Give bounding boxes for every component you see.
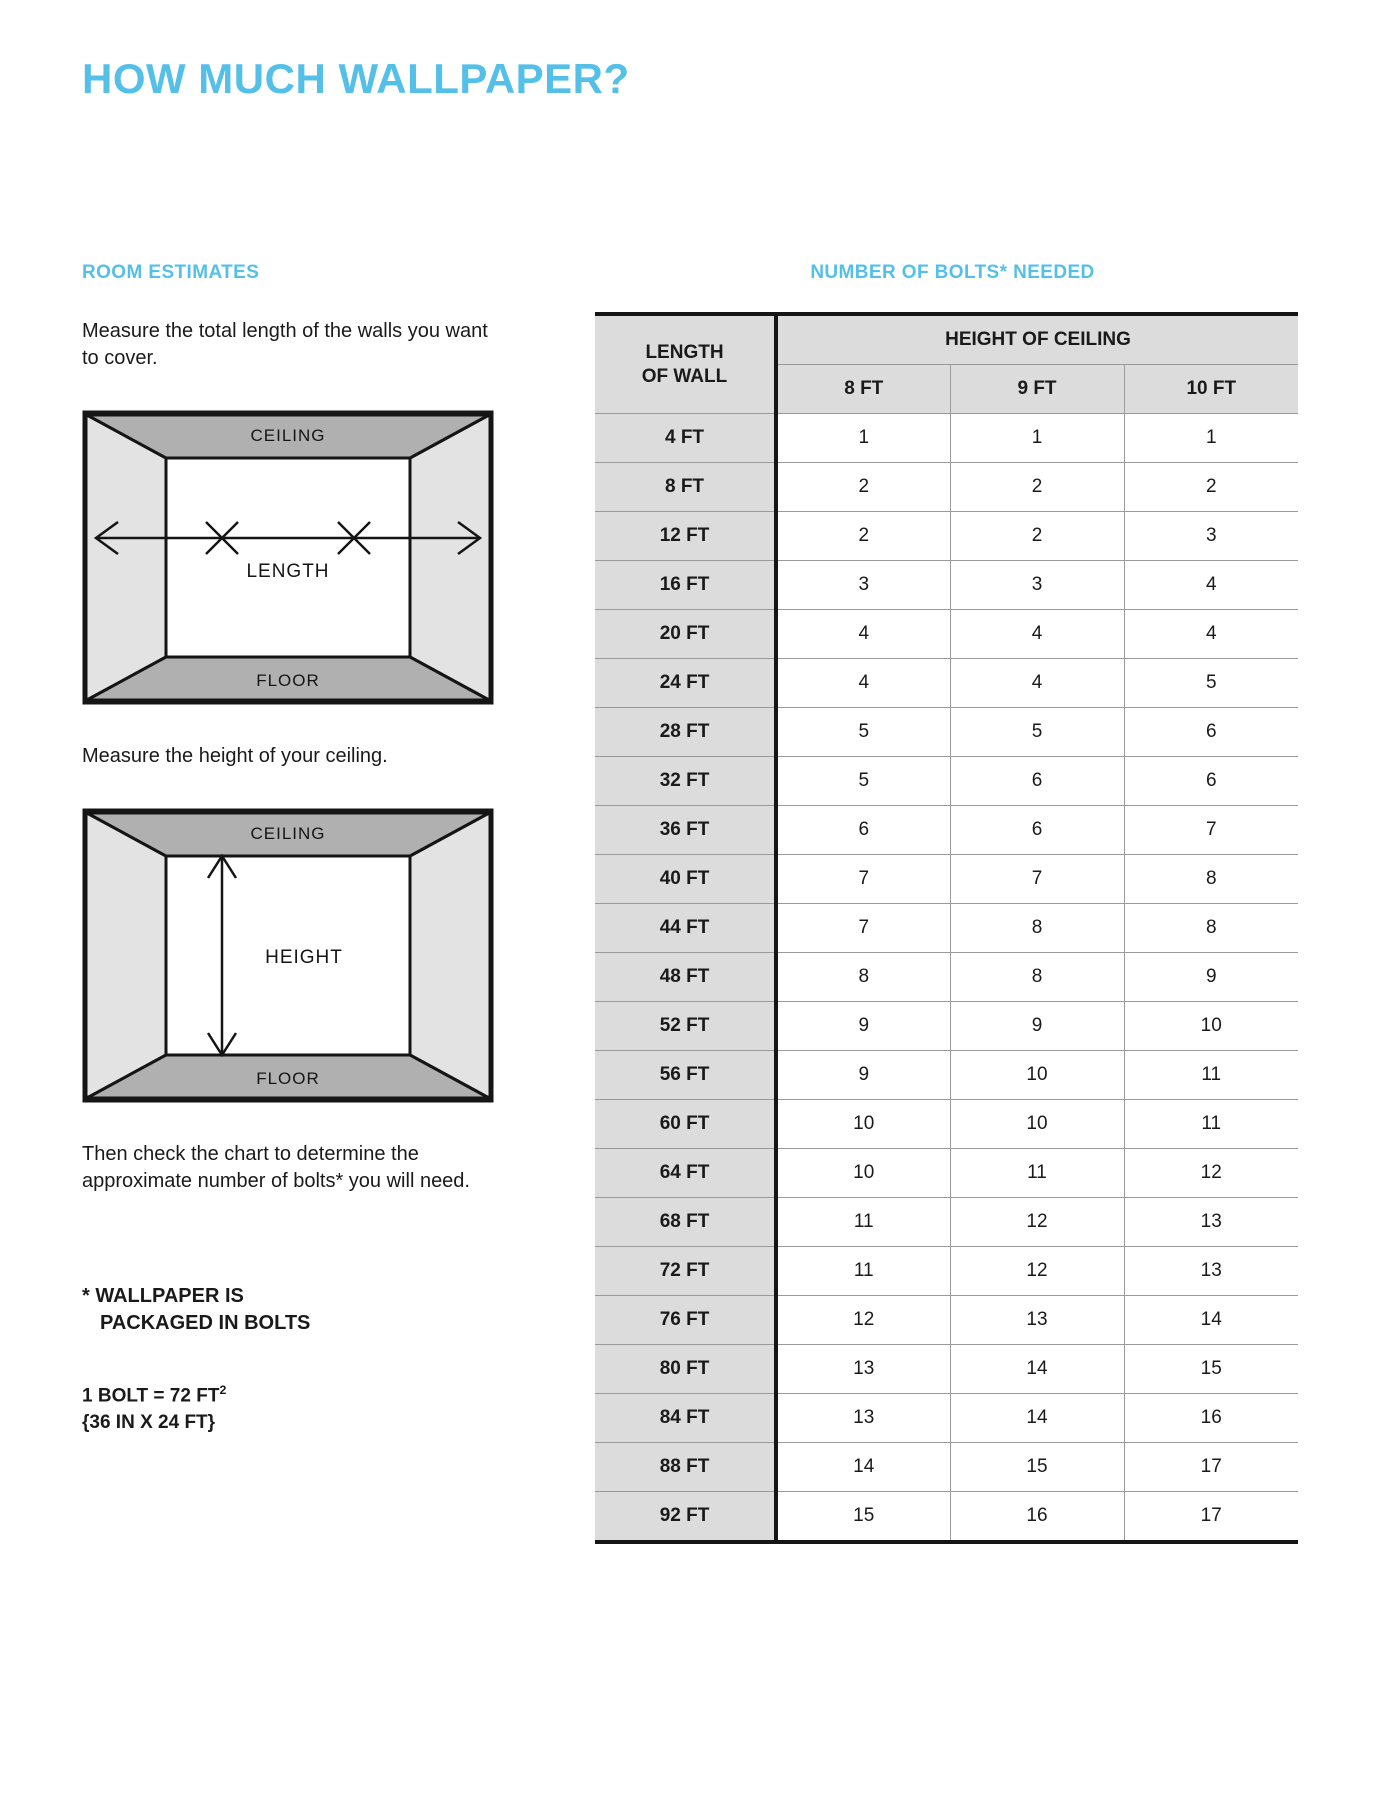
bolts-value-cell: 10 <box>950 1051 1124 1100</box>
table-row <box>595 953 1298 1002</box>
wall-length-label: 48 FT <box>595 953 776 1002</box>
bolts-value-cell: 10 <box>776 1100 950 1149</box>
room-estimates-column <box>82 262 502 1437</box>
bolt-dimensions-line: {36 IN X 24 FT} <box>82 1411 216 1433</box>
wall-length-label: 32 FT <box>595 757 776 806</box>
bolts-value-cell: 9 <box>776 1002 950 1051</box>
wall-length-label: 68 FT <box>595 1198 776 1247</box>
footnote-block <box>82 1283 502 1337</box>
table-row <box>595 463 1298 512</box>
bolts-value-cell: 8 <box>950 904 1124 953</box>
bolts-value-cell: 2 <box>950 463 1124 512</box>
table-row <box>595 1051 1298 1100</box>
bolts-value-cell: 7 <box>776 904 950 953</box>
ceiling-height-column-header: 8 FT <box>776 365 950 414</box>
table-row <box>595 659 1298 708</box>
table-row <box>595 1247 1298 1296</box>
table-row <box>595 610 1298 659</box>
wall-length-label: 4 FT <box>595 414 776 463</box>
bolts-value-cell: 5 <box>1124 659 1298 708</box>
bolts-value-cell: 15 <box>776 1492 950 1543</box>
wall-length-label: 88 FT <box>595 1443 776 1492</box>
bolts-value-cell: 6 <box>950 806 1124 855</box>
length-of-wall-header-line1: LENGTH <box>645 341 724 363</box>
table-row <box>595 512 1298 561</box>
bolts-value-cell: 11 <box>950 1149 1124 1198</box>
bolts-value-cell: 8 <box>1124 904 1298 953</box>
length-of-wall-header-line2: OF WALL <box>641 365 728 387</box>
table-row <box>595 1394 1298 1443</box>
bolts-value-cell: 13 <box>1124 1247 1298 1296</box>
table-body <box>595 414 1298 1543</box>
bolts-value-cell: 11 <box>1124 1051 1298 1100</box>
bolts-value-cell: 2 <box>950 512 1124 561</box>
svg-text:CEILING: CEILING <box>250 824 326 843</box>
bolts-value-cell: 7 <box>1124 806 1298 855</box>
bolts-value-cell: 3 <box>1124 512 1298 561</box>
wall-length-label: 16 FT <box>595 561 776 610</box>
bolts-table <box>595 312 1298 1544</box>
height-of-ceiling-header: HEIGHT OF CEILING <box>776 314 1298 365</box>
bolts-value-cell: 1 <box>1124 414 1298 463</box>
bolts-value-cell: 8 <box>1124 855 1298 904</box>
bolts-value-cell: 9 <box>776 1051 950 1100</box>
bolts-value-cell: 15 <box>950 1443 1124 1492</box>
bolts-value-cell: 10 <box>950 1100 1124 1149</box>
bolts-value-cell: 12 <box>950 1198 1124 1247</box>
ceiling-height-column-header: 9 FT <box>950 365 1124 414</box>
bolts-value-cell: 14 <box>950 1394 1124 1443</box>
bolts-value-cell: 8 <box>776 953 950 1002</box>
table-row <box>595 708 1298 757</box>
bolts-value-cell: 4 <box>776 659 950 708</box>
bolts-value-cell: 17 <box>1124 1443 1298 1492</box>
table-row <box>595 1149 1298 1198</box>
bolts-value-cell: 11 <box>776 1198 950 1247</box>
bolts-value-cell: 5 <box>776 757 950 806</box>
bolts-value-cell: 4 <box>1124 561 1298 610</box>
room-diagram-length <box>82 410 494 705</box>
bolts-value-cell: 13 <box>776 1394 950 1443</box>
bolts-value-cell: 16 <box>950 1492 1124 1543</box>
bolt-area-text: 1 BOLT = 72 FT <box>82 1385 220 1407</box>
bolts-value-cell: 4 <box>1124 610 1298 659</box>
length-of-wall-header <box>595 314 776 414</box>
bolts-value-cell: 3 <box>950 561 1124 610</box>
bolts-value-cell: 15 <box>1124 1345 1298 1394</box>
bolts-value-cell: 12 <box>776 1296 950 1345</box>
bolts-value-cell: 14 <box>776 1443 950 1492</box>
table-title: NUMBER OF BOLTS* NEEDED <box>810 262 1095 283</box>
svg-text:LENGTH: LENGTH <box>246 561 330 582</box>
bolts-value-cell: 2 <box>1124 463 1298 512</box>
room-diagram-height <box>82 808 494 1103</box>
bolts-value-cell: 6 <box>1124 708 1298 757</box>
bolts-value-cell: 6 <box>776 806 950 855</box>
bolts-value-cell: 7 <box>950 855 1124 904</box>
bolts-value-cell: 12 <box>1124 1149 1298 1198</box>
bolts-table-column <box>595 262 1310 1544</box>
table-header-row-group <box>595 314 1298 365</box>
wall-length-label: 76 FT <box>595 1296 776 1345</box>
bolts-value-cell: 12 <box>950 1247 1124 1296</box>
bolts-value-cell: 5 <box>950 708 1124 757</box>
ceiling-height-column-header: 10 FT <box>1124 365 1298 414</box>
table-row <box>595 806 1298 855</box>
footnote-line-1: * WALLPAPER IS <box>82 1285 244 1307</box>
bolt-area-exponent: 2 <box>219 1383 227 1397</box>
svg-text:FLOOR: FLOOR <box>256 1069 320 1088</box>
bolts-value-cell: 14 <box>1124 1296 1298 1345</box>
bolts-value-cell: 6 <box>1124 757 1298 806</box>
svg-text:HEIGHT: HEIGHT <box>265 947 343 968</box>
bolts-value-cell: 16 <box>1124 1394 1298 1443</box>
table-row <box>595 561 1298 610</box>
bolts-value-cell: 14 <box>950 1345 1124 1394</box>
step-three-text: Then check the chart to determine the approximate number of bolts* you will need. <box>82 1143 470 1192</box>
wall-length-label: 28 FT <box>595 708 776 757</box>
wall-length-label: 84 FT <box>595 1394 776 1443</box>
bolts-value-cell: 10 <box>1124 1002 1298 1051</box>
wall-length-label: 12 FT <box>595 512 776 561</box>
table-row <box>595 757 1298 806</box>
table-row <box>595 855 1298 904</box>
bolts-value-cell: 4 <box>950 610 1124 659</box>
step-one-text: Measure the total length of the walls you want to cover. <box>82 320 488 369</box>
bolts-value-cell: 4 <box>950 659 1124 708</box>
svg-text:CEILING: CEILING <box>250 426 326 445</box>
bolts-value-cell: 6 <box>950 757 1124 806</box>
bolts-value-cell: 11 <box>776 1247 950 1296</box>
bolt-area-line <box>82 1382 502 1410</box>
bolts-value-cell: 1 <box>776 414 950 463</box>
bolts-value-cell: 7 <box>776 855 950 904</box>
footnote-line-2: PACKAGED IN BOLTS <box>100 1312 311 1334</box>
wall-length-label: 44 FT <box>595 904 776 953</box>
table-head <box>595 314 1298 414</box>
bolts-value-cell: 17 <box>1124 1492 1298 1543</box>
wall-length-label: 80 FT <box>595 1345 776 1394</box>
bolts-value-cell: 1 <box>950 414 1124 463</box>
bolts-value-cell: 8 <box>950 953 1124 1002</box>
bolts-value-cell: 2 <box>776 512 950 561</box>
step-two-text: Measure the height of your ceiling. <box>82 745 388 767</box>
bolts-value-cell: 10 <box>776 1149 950 1198</box>
table-row <box>595 414 1298 463</box>
wall-length-label: 92 FT <box>595 1492 776 1543</box>
bolts-value-cell: 9 <box>950 1002 1124 1051</box>
bolts-value-cell: 3 <box>776 561 950 610</box>
table-row <box>595 1100 1298 1149</box>
table-row <box>595 1443 1298 1492</box>
wall-length-label: 64 FT <box>595 1149 776 1198</box>
wall-length-label: 56 FT <box>595 1051 776 1100</box>
wall-length-label: 60 FT <box>595 1100 776 1149</box>
wall-length-label: 8 FT <box>595 463 776 512</box>
svg-text:FLOOR: FLOOR <box>256 671 320 690</box>
wall-length-label: 20 FT <box>595 610 776 659</box>
bolt-size-block <box>82 1382 502 1437</box>
table-row <box>595 1198 1298 1247</box>
bolts-value-cell: 13 <box>776 1345 950 1394</box>
page-title: HOW MUCH WALLPAPER? <box>82 55 630 102</box>
bolts-value-cell: 4 <box>776 610 950 659</box>
table-row <box>595 1296 1298 1345</box>
wall-length-label: 36 FT <box>595 806 776 855</box>
table-row <box>595 1002 1298 1051</box>
bolts-value-cell: 5 <box>776 708 950 757</box>
section-heading-room-estimates: ROOM ESTIMATES <box>82 262 260 283</box>
table-row <box>595 904 1298 953</box>
wall-length-label: 52 FT <box>595 1002 776 1051</box>
bolts-value-cell: 9 <box>1124 953 1298 1002</box>
table-row <box>595 1492 1298 1543</box>
bolts-value-cell: 2 <box>776 463 950 512</box>
wall-length-label: 72 FT <box>595 1247 776 1296</box>
bolts-value-cell: 11 <box>1124 1100 1298 1149</box>
wall-length-label: 24 FT <box>595 659 776 708</box>
bolts-value-cell: 13 <box>1124 1198 1298 1247</box>
table-row <box>595 1345 1298 1394</box>
wall-length-label: 40 FT <box>595 855 776 904</box>
bolts-value-cell: 13 <box>950 1296 1124 1345</box>
